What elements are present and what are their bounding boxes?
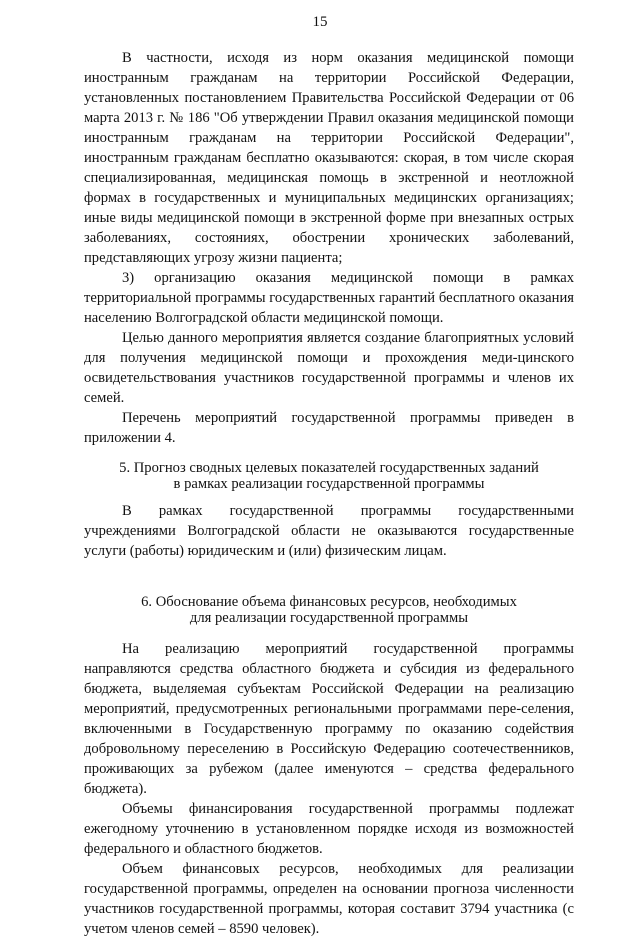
section-6-heading-line-2: для реализации государственной программы: [189, 610, 469, 626]
section-5-heading-line-2: в рамках реализации государственной программы: [173, 476, 485, 492]
section-5-paragraph: В рамках государственной программы государственными учреждениями Волгоградской области не оказываются государственные услуги (работы) юридическим и (или) физическим лицам.: [84, 503, 574, 559]
page-content: [84, 48, 574, 939]
paragraph-territorial-program: 3) организацию оказания медицинской помощи в рамках территориальной программы государственных гарантий бесплатного оказания населению Волгоградской области медицинской помощи.: [84, 270, 574, 326]
section-6-paragraph-funding-adjustment: Объемы финансирования государственной программы подлежат ежегодному уточнению в установленном порядке исходя из возможностей федерального и областного бюджетов.: [84, 801, 574, 857]
page-number: 15: [312, 14, 328, 30]
section-5-heading-line-1: 5. Прогноз сводных целевых показателей государственных заданий: [119, 460, 539, 476]
section-6-paragraph-funding-sources: На реализацию мероприятий государственной программы направляются средства областного бюджета и субсидия из федерального бюджета, выделяемая субъектам Российской Федерации на реализацию мероприятий, предусмотренных региональными программами пере-селения, включенными в Государственную программу по оказанию содействия добровольному переселению в Российскую Федерацию соотечественников, проживающих за рубежом (далее именуются – средства федерального бюджета).: [84, 641, 574, 797]
paragraph-foreign-citizens: В частности, исходя из норм оказания медицинской помощи иностранным гражданам на территории Российской Федерации, установленных постановлением Правительства Российской Федерации от 06 марта 2013 г. № 186 "Об утверждении Правил оказания медицинской помощи иностранным гражданам на территории Российской Федерации", иностранным гражданам бесплатно оказываются: скорая, в том числе скорая специализированная, медицинская помощь в экстренной и неотложной формах в государственных и муниципальных медицинских организациях; иные виды медицинской помощи в экстренной форме при внезапных острых заболеваниях, состояниях, обострении хронических заболеваний, представляющих угрозу жизни пациента;: [84, 50, 574, 266]
section-6-heading: [84, 594, 574, 626]
paragraph-measures-list: Перечень мероприятий государственной программы приведен в приложении 4.: [84, 410, 574, 446]
section-5-heading: [84, 460, 574, 492]
paragraph-measure-goal: Целью данного мероприятия является создание благоприятных условий для получения медицинской помощи и прохождения меди-цинского освидетельствования участников государственной программы и членов их семей.: [84, 330, 574, 406]
section-6-heading-line-1: 6. Обоснование объема финансовых ресурсов, необходимых: [141, 594, 517, 610]
section-6-paragraph-financial-volume: Объем финансовых ресурсов, необходимых для реализации государственной программы, определен на основании прогноза численности участников государственной программы, которая составит 3794 участника (с учетом членов семей – 8590 человек).: [84, 861, 574, 937]
